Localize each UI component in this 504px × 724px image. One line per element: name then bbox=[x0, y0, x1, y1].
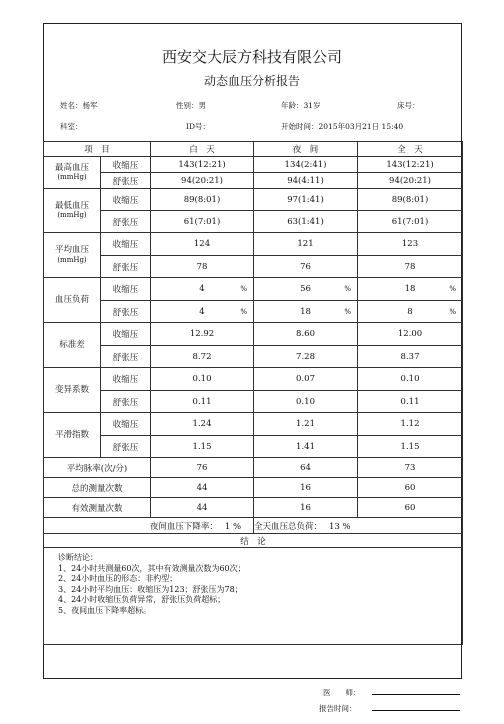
row-sub-label: 舒张压 bbox=[101, 211, 151, 233]
patient-age: 年龄：31岁 bbox=[281, 101, 321, 110]
value-cell-day bbox=[151, 346, 254, 368]
patient-name: 姓名：杨军 bbox=[60, 101, 98, 110]
value-cell-day: 76 bbox=[151, 458, 254, 478]
cell-value: 89(8:01) bbox=[183, 194, 221, 205]
cell-value: 0.11 bbox=[400, 396, 420, 407]
cell-value: 8.72 bbox=[192, 351, 212, 362]
cell-value: 12.92 bbox=[189, 329, 215, 339]
group-label bbox=[44, 278, 101, 323]
table-row bbox=[44, 301, 463, 323]
value-cell-day bbox=[151, 173, 254, 189]
group-label-text: 最低血压 bbox=[54, 200, 89, 211]
conclusion-line: 2、24小时血压的形态：非杓型； bbox=[58, 574, 178, 583]
value-cell-day: 44 bbox=[151, 478, 254, 498]
bp-analysis-table bbox=[43, 141, 463, 645]
cell-value: 1.15 bbox=[400, 441, 420, 452]
value-cell-full bbox=[358, 301, 463, 323]
conclusion-line: 3、24小时平均血压：收缩压为123；舒张压为78； bbox=[58, 584, 243, 594]
cell-value: 0.10 bbox=[296, 396, 315, 407]
group-label-text: 血压负荷 bbox=[54, 294, 89, 305]
cell-value: 143(12:21) bbox=[386, 159, 434, 170]
cell-value: 1.15 bbox=[192, 441, 212, 452]
value-cell-full bbox=[358, 189, 463, 211]
cell-value: 7.28 bbox=[296, 351, 315, 362]
percent-unit: % bbox=[449, 307, 457, 316]
value-cell-day bbox=[151, 413, 254, 436]
value-cell-full: 60 bbox=[358, 478, 463, 498]
cell-value: 124 bbox=[193, 239, 211, 249]
value-cell-night bbox=[254, 368, 358, 391]
value-cell-day bbox=[151, 278, 254, 301]
cell-value: 94(20:21) bbox=[389, 175, 431, 186]
table-row bbox=[44, 413, 463, 436]
row-sub-label: 舒张压 bbox=[101, 391, 151, 413]
patient-dept: 科室： bbox=[60, 122, 83, 131]
total-count-row bbox=[44, 478, 463, 498]
header-night: 夜 间 bbox=[254, 142, 358, 157]
group-label bbox=[44, 368, 101, 413]
cell-value: 1.41 bbox=[296, 441, 315, 452]
patient-gender: 性别：男 bbox=[176, 101, 206, 110]
value-cell-full: 73 bbox=[358, 458, 463, 478]
group-label-text: 标准差 bbox=[59, 339, 85, 350]
value-cell-full bbox=[358, 368, 463, 391]
value-cell-full bbox=[358, 173, 463, 189]
cell-value: 78 bbox=[196, 261, 208, 272]
table-row bbox=[44, 368, 463, 391]
group-label-text: 平滑指数 bbox=[54, 429, 89, 440]
cell-value: 18 bbox=[300, 306, 311, 317]
cell-value: 97(1:41) bbox=[287, 194, 324, 205]
value-cell-night bbox=[254, 436, 358, 458]
table-row bbox=[44, 211, 463, 233]
table-header-row bbox=[44, 142, 463, 157]
row-sub-label: 收缩压 bbox=[101, 278, 151, 301]
cell-value: 12.00 bbox=[397, 329, 423, 339]
value-cell-full bbox=[358, 323, 463, 346]
value-cell-night bbox=[254, 211, 358, 233]
table-row bbox=[44, 256, 463, 278]
cell-value: 8.37 bbox=[400, 351, 420, 362]
cell-value: 89(8:01) bbox=[391, 194, 429, 205]
value-cell-night bbox=[254, 278, 358, 301]
cell-value: 56 bbox=[300, 284, 311, 294]
row-label: 总的测量次数 bbox=[44, 478, 151, 498]
report-time-label: 报告时间： bbox=[319, 704, 357, 713]
header-item: 项 目 bbox=[44, 142, 151, 157]
group-label-text: 平均血压 bbox=[54, 245, 89, 256]
value-cell-night bbox=[254, 301, 358, 323]
value-cell-day bbox=[151, 189, 254, 211]
row-sub-label: 收缩压 bbox=[101, 368, 151, 391]
group-unit: (mmHg) bbox=[57, 173, 87, 182]
cell-value: 94(4:11) bbox=[287, 175, 324, 186]
table-row bbox=[44, 189, 463, 211]
row-sub-label: 舒张压 bbox=[101, 173, 151, 189]
value-cell-night bbox=[254, 157, 358, 173]
value-cell-full bbox=[358, 413, 463, 436]
value-cell-full bbox=[358, 256, 463, 278]
patient-bed: 床号： bbox=[397, 101, 420, 110]
table-row bbox=[44, 323, 463, 346]
cell-value: 1.12 bbox=[400, 419, 420, 429]
value-cell-night: 16 bbox=[254, 478, 358, 498]
percent-unit: % bbox=[344, 307, 352, 316]
value-cell-full bbox=[358, 346, 463, 368]
cell-value: 18 bbox=[404, 284, 416, 294]
group-label-text: 变异系数 bbox=[54, 384, 89, 395]
cell-value: 0.07 bbox=[296, 374, 315, 384]
value-cell-full bbox=[358, 391, 463, 413]
group-label bbox=[44, 323, 101, 368]
table-row bbox=[44, 436, 463, 458]
value-cell-day bbox=[151, 436, 254, 458]
cell-value: 134(2:41) bbox=[284, 159, 327, 170]
row-label: 平均脉率(次/分) bbox=[44, 458, 151, 478]
value-cell-day bbox=[151, 211, 254, 233]
header-day: 白 天 bbox=[151, 142, 254, 157]
percent-unit: % bbox=[240, 307, 248, 316]
cell-value: 4 bbox=[199, 284, 205, 294]
conclusion-title: 诊断结论： bbox=[58, 553, 98, 562]
group-label-text: 最高血压 bbox=[54, 162, 89, 173]
row-sub-label: 舒张压 bbox=[101, 346, 151, 368]
exam-start-time: 开始时间：2015年03月21日 15:40 bbox=[281, 122, 404, 131]
cell-value: 0.11 bbox=[192, 396, 212, 407]
cell-value: 63(1:41) bbox=[287, 216, 324, 227]
value-cell-day bbox=[151, 391, 254, 413]
value-cell-night bbox=[254, 233, 358, 256]
conclusion-line: 4、24小时收缩压负荷异常，舒张压负荷超标； bbox=[58, 595, 226, 604]
value-cell-full: 60 bbox=[358, 498, 463, 518]
value-cell-night bbox=[254, 346, 358, 368]
value-cell-night bbox=[254, 256, 358, 278]
group-unit: (mmHg) bbox=[57, 211, 87, 220]
bp-analysis-table-body bbox=[44, 142, 463, 645]
cell-value: 1.21 bbox=[296, 419, 315, 429]
value-cell-full bbox=[358, 211, 463, 233]
value-cell-night bbox=[254, 391, 358, 413]
report-time-line bbox=[372, 710, 460, 711]
value-cell-day bbox=[151, 301, 254, 323]
row-sub-label: 收缩压 bbox=[101, 233, 151, 256]
table-row bbox=[44, 278, 463, 301]
cell-value: 121 bbox=[297, 239, 314, 249]
table-row bbox=[44, 157, 463, 173]
cell-value: 4 bbox=[199, 306, 205, 317]
patient-id: ID号： bbox=[186, 122, 210, 131]
value-cell-night bbox=[254, 189, 358, 211]
value-cell-full bbox=[358, 233, 463, 256]
row-sub-label: 收缩压 bbox=[101, 189, 151, 211]
row-label: 有效测量次数 bbox=[44, 498, 151, 518]
table-row bbox=[44, 391, 463, 413]
valid-count-row bbox=[44, 498, 463, 518]
cell-value: 8 bbox=[407, 306, 413, 317]
group-label bbox=[44, 413, 101, 458]
value-cell-full bbox=[358, 157, 463, 173]
value-cell-day bbox=[151, 157, 254, 173]
value-cell-night bbox=[254, 323, 358, 346]
percent-unit: % bbox=[240, 285, 248, 293]
value-cell-day bbox=[151, 233, 254, 256]
summary-row bbox=[44, 518, 463, 534]
cell-value: 143(12:21) bbox=[178, 159, 226, 170]
group-label bbox=[44, 189, 101, 233]
row-sub-label: 舒张压 bbox=[101, 256, 151, 278]
conclusion-header: 结 论 bbox=[44, 534, 463, 548]
value-cell-night bbox=[254, 413, 358, 436]
table-row bbox=[44, 173, 463, 189]
row-sub-label: 舒张压 bbox=[101, 436, 151, 458]
group-label bbox=[44, 157, 101, 189]
row-sub-label: 收缩压 bbox=[101, 413, 151, 436]
doctor-signature-line bbox=[372, 694, 460, 695]
pulse-rate-row bbox=[44, 458, 463, 478]
cell-value: 61(7:01) bbox=[183, 216, 221, 227]
value-cell-day bbox=[151, 323, 254, 346]
value-cell-full bbox=[358, 436, 463, 458]
group-unit: (mmHg) bbox=[57, 255, 87, 264]
value-cell-night: 64 bbox=[254, 458, 358, 478]
value-cell-night bbox=[254, 173, 358, 189]
cell-value: 0.10 bbox=[400, 374, 420, 384]
night-drop-rate: 夜间血压下降率： 1 % bbox=[44, 518, 254, 534]
cell-value: 8.60 bbox=[296, 329, 315, 339]
cell-value: 123 bbox=[401, 239, 419, 249]
conclusion-line: 5、夜间血压下降率超标。 bbox=[58, 605, 152, 615]
cell-value: 0.10 bbox=[192, 374, 212, 384]
cell-value: 94(20:21) bbox=[181, 175, 223, 186]
value-cell-day bbox=[151, 256, 254, 278]
cell-value: 78 bbox=[404, 261, 416, 272]
report-title: 动态血压分析报告 bbox=[203, 74, 300, 88]
group-label bbox=[44, 233, 101, 278]
cell-value: 76 bbox=[300, 261, 311, 272]
table-row bbox=[44, 346, 463, 368]
doctor-label: 医 师： bbox=[323, 688, 361, 697]
value-cell-day bbox=[151, 368, 254, 391]
row-sub-label: 收缩压 bbox=[101, 323, 151, 346]
value-cell-full bbox=[358, 278, 463, 301]
cell-value: 1.24 bbox=[192, 419, 212, 429]
value-cell-night: 16 bbox=[254, 498, 358, 518]
table-row bbox=[44, 233, 463, 256]
header-full: 全 天 bbox=[358, 142, 463, 157]
conclusion-row bbox=[44, 548, 463, 645]
conclusion-line: 1、24小时共测量60次，其中有效测量次数为60次； bbox=[58, 563, 246, 573]
cell-value: 61(7:01) bbox=[391, 216, 429, 227]
row-sub-label: 舒张压 bbox=[101, 301, 151, 323]
percent-unit: % bbox=[449, 285, 457, 293]
conclusion-header-row bbox=[44, 534, 463, 548]
full-day-load: 全天血压总负荷： 13 % bbox=[254, 518, 463, 534]
percent-unit: % bbox=[344, 285, 352, 293]
value-cell-day: 44 bbox=[151, 498, 254, 518]
company-name: 西安交大辰方科技有限公司 bbox=[161, 48, 342, 66]
conclusion-body bbox=[44, 548, 463, 645]
row-sub-label: 收缩压 bbox=[101, 157, 151, 173]
